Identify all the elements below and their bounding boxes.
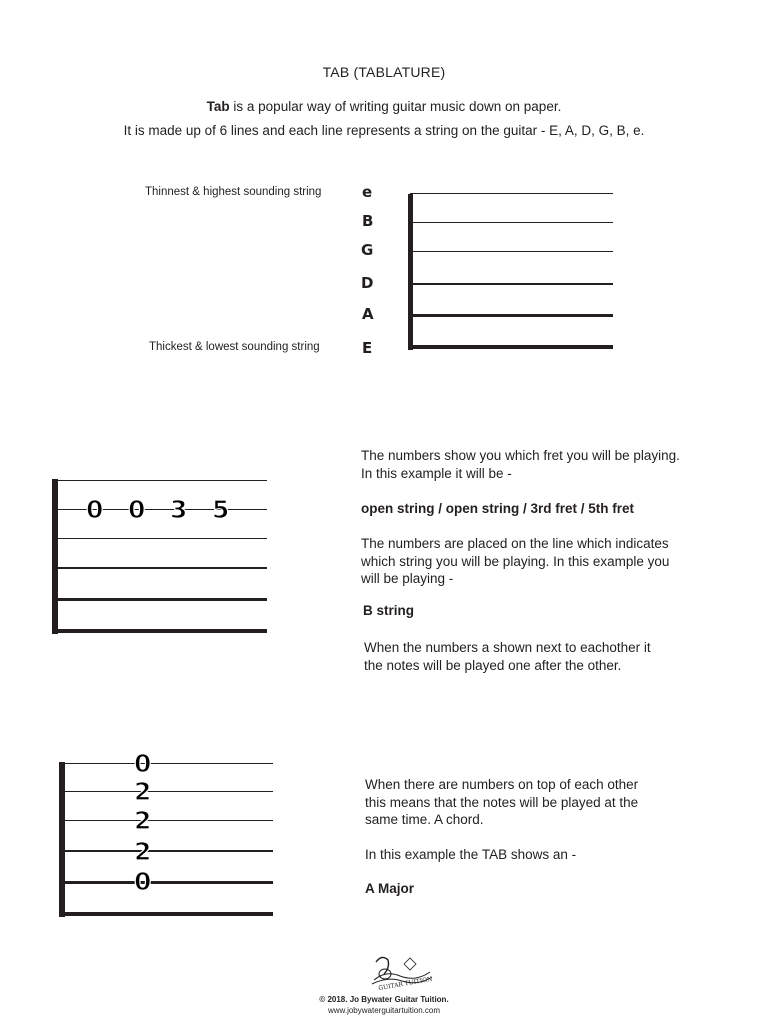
- staff-line-a: [410, 314, 613, 317]
- text-line: the notes will be played one after the other.: [364, 657, 622, 673]
- staff-line-b: [410, 222, 613, 223]
- chord-fret-number: 0: [134, 867, 152, 896]
- string-letter-b: B: [362, 212, 374, 230]
- text-line: The numbers show you which fret you will be playing.: [361, 448, 680, 463]
- tab-word: Tab: [206, 99, 230, 114]
- staff-line-low-e: [55, 629, 267, 633]
- string-letter-e: e: [362, 183, 373, 201]
- text-line: The numbers are placed on the line which indicates: [361, 536, 669, 551]
- logo-icon: [366, 950, 436, 992]
- sequence-explanation: [364, 639, 651, 674]
- chord-example-text: In this example the TAB shows an -: [365, 847, 577, 862]
- staff-line-low-e: [62, 912, 273, 916]
- staff-line-g: [410, 251, 613, 252]
- staff-line-g: [62, 820, 273, 821]
- example-1-explanation: [361, 447, 680, 482]
- staff-line-e: [62, 763, 273, 764]
- thinnest-string-note: Thinnest & highest sounding string: [145, 186, 322, 198]
- logo-text: GUITAR TUITION: [377, 975, 433, 992]
- text-line: When the numbers a shown next to eachother it: [364, 640, 651, 655]
- chord-fret-number: 0: [134, 749, 152, 778]
- fret-number: 0: [86, 495, 104, 524]
- intro-line-2: It is made up of 6 lines and each line represents a string on the guitar - E, A, D, G, B, e.: [123, 123, 645, 138]
- string-explanation: [361, 535, 669, 588]
- staff-line-g: [55, 538, 267, 539]
- intro-line-1: [0, 99, 768, 114]
- staff-line-low-e: [410, 345, 613, 349]
- staff-bar: [52, 479, 58, 634]
- chord-explanation: [365, 776, 638, 829]
- chord-name: A Major: [365, 881, 415, 896]
- chord-fret-number: 2: [134, 806, 152, 835]
- fret-sequence: open string / open string / 3rd fret / 5th fret: [361, 501, 635, 516]
- staff-line-e: [55, 480, 267, 481]
- string-name: B string: [363, 603, 415, 618]
- string-letter-low-e: E: [362, 339, 373, 357]
- fret-number: 3: [170, 495, 188, 524]
- fret-number: 5: [212, 495, 230, 524]
- staff-bar: [59, 762, 65, 917]
- thickest-string-note: Thickest & lowest sounding string: [149, 341, 320, 353]
- text-line: will be playing -: [361, 571, 454, 586]
- text-line: this means that the notes will be played at the: [365, 794, 639, 810]
- string-letter-g: G: [361, 241, 374, 259]
- text-line: same time. A chord.: [365, 812, 484, 827]
- chord-fret-number: 2: [134, 837, 152, 866]
- guitar-tuition-logo: [366, 950, 436, 992]
- staff-line-b: [62, 791, 273, 792]
- staff-line-d: [410, 283, 613, 285]
- staff-line-a: [55, 598, 267, 601]
- intro-line-1-rest: is a popular way of writing guitar music down on paper.: [229, 99, 562, 114]
- string-letter-a: A: [362, 305, 374, 323]
- staff-bar: [408, 194, 413, 350]
- text-line: which string you will be playing. In this example you: [361, 553, 670, 569]
- website: www.jobywaterguitartuition.com: [327, 1006, 441, 1015]
- staff-line-e: [410, 193, 613, 194]
- text-line: In this example it will be -: [361, 465, 512, 481]
- string-letter-d: D: [361, 274, 374, 292]
- chord-fret-number: 2: [134, 777, 152, 806]
- copyright: © 2018. Jo Bywater Guitar Tuition.: [319, 995, 449, 1004]
- staff-line-d: [55, 567, 267, 569]
- text-line: When there are numbers on top of each other: [365, 777, 639, 792]
- fret-number: 0: [128, 495, 146, 524]
- page-title: TAB (TABLATURE): [322, 64, 446, 80]
- staff-line-a: [62, 881, 273, 884]
- staff-line-d: [62, 850, 273, 852]
